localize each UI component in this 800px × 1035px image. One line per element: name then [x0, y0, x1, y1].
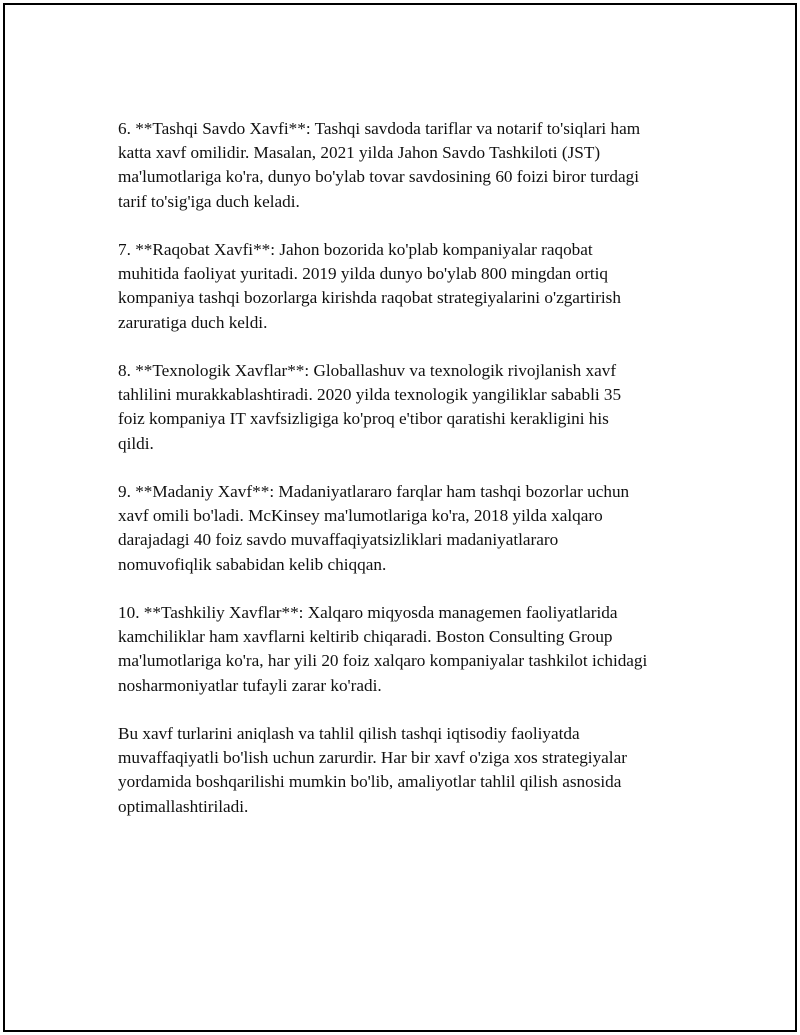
text-line: 8. **Texnologik Xavflar**: Globallashuv va texnologik rivojlanish xavf — [118, 361, 617, 380]
text-line: 9. **Madaniy Xavf**: Madaniyatlararo farqlar ham tashqi bozorlar uchun — [118, 482, 630, 501]
text-line: optimallashtiriladi. — [118, 796, 249, 816]
text-line: nosharmoniyatlar tufayli zarar ko'radi. — [118, 675, 382, 695]
text-line: katta xavf omilidir. Masalan, 2021 yilda Jahon Savdo Tashkiloti (JST) — [118, 143, 601, 163]
paragraph-tashkiliy-xavflar — [118, 601, 708, 698]
text-line: 10. **Tashkiliy Xavflar**: Xalqaro miqyosda managemen faoliyatlarida — [118, 603, 618, 622]
text-line: 6. **Tashqi Savdo Xavfi**: Tashqi savdoda tariflar va notarif to'siqlari ham — [118, 119, 641, 138]
text-line: xavf omili bo'ladi. McKinsey ma'lumotlariga ko'ra, 2018 yilda xalqaro — [118, 506, 603, 526]
text-line: muhitida faoliyat yuritadi. 2019 yilda dunyo bo'ylab 800 mingdan ortiq — [118, 264, 609, 284]
text-line: tahlilini murakkablashtiradi. 2020 yilda texnologik yangiliklar sababli 35 — [118, 385, 622, 405]
text-line: foiz kompaniya IT xavfsizligiga ko'proq e'tibor qaratishi kerakligini his — [118, 409, 609, 429]
text-line: yordamida boshqarilishi mumkin bo'lib, amaliyotlar tahlil qilish asnosida — [118, 772, 622, 792]
text-line: kompaniya tashqi bozorlarga kirishda raqobat strategiyalarini o'zgartirish — [118, 288, 621, 308]
text-line: nomuvofiqlik sababidan kelib chiqqan. — [118, 554, 387, 574]
text-line: kamchiliklar ham xavflarni keltirib chiqaradi. Boston Consulting Group — [118, 627, 613, 647]
paragraph-madaniy-xavf — [118, 480, 708, 577]
text-line: darajadagi 40 foiz savdo muvaffaqiyatsizliklari madaniyatlararo — [118, 530, 559, 550]
paragraph-texnologik-xavflar — [118, 359, 708, 456]
text-line: ma'lumotlariga ko'ra, dunyo bo'ylab tovar savdosining 60 foizi biror turdagi — [118, 167, 639, 187]
text-line: ma'lumotlariga ko'ra, har yili 20 foiz xalqaro kompaniyalar tashkilot ichidagi — [118, 651, 648, 671]
text-line: muvaffaqiyatli bo'lish uchun zarurdir. Har bir xavf o'ziga xos strategiyalar — [118, 748, 627, 768]
paragraph-conclusion — [118, 722, 708, 819]
document-body — [118, 117, 708, 843]
text-line: Bu xavf turlarini aniqlash va tahlil qilish tashqi iqtisodiy faoliyatda — [118, 724, 580, 743]
text-line: qildi. — [118, 433, 154, 453]
paragraph-tashqi-savdo-xavfi — [118, 117, 708, 214]
text-line: zaruratiga duch keldi. — [118, 312, 268, 332]
text-line: 7. **Raqobat Xavfi**: Jahon bozorida ko'plab kompaniyalar raqobat — [118, 240, 593, 259]
paragraph-raqobat-xavfi — [118, 238, 708, 335]
text-line: tarif to'sig'iga duch keladi. — [118, 191, 300, 211]
